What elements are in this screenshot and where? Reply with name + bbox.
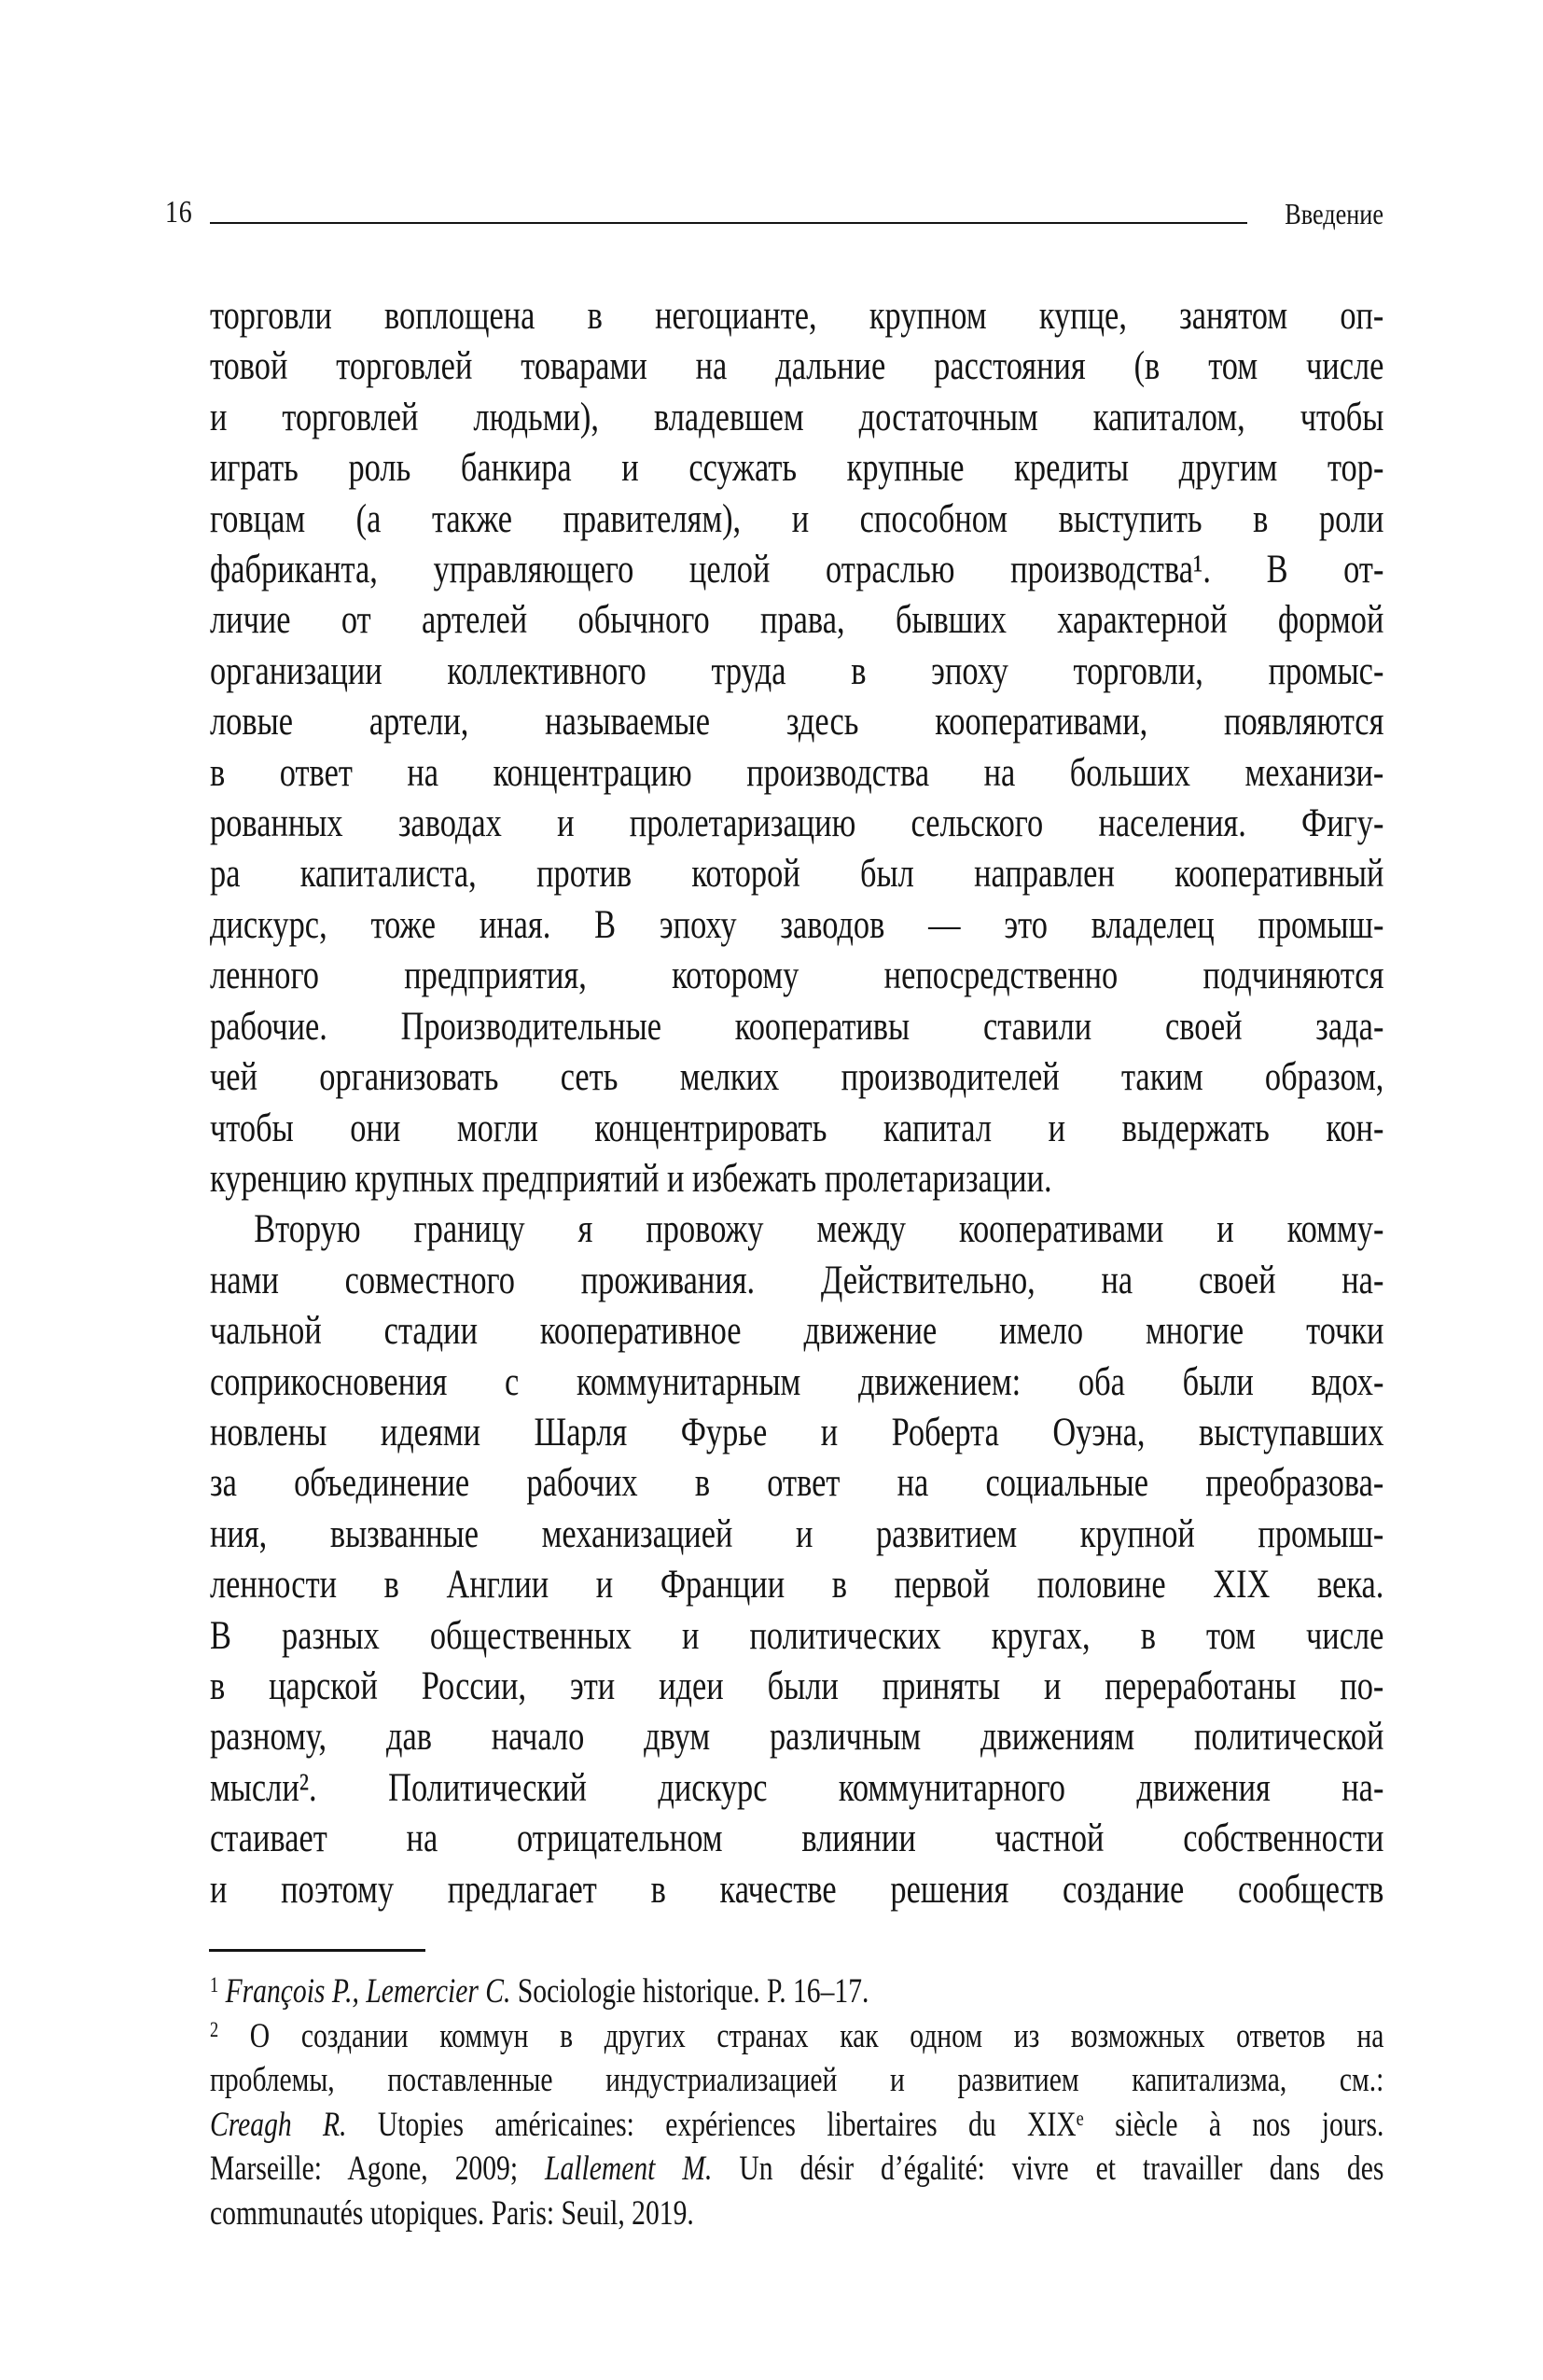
text-line: разному, дав начало двум различным движениям политической xyxy=(210,1715,1384,1760)
footnote xyxy=(210,1969,1383,2014)
text-line: товой торговлей товарами на дальние расстояния (в том числе xyxy=(210,344,1384,389)
text-line: ния, вызванные механизацией и развитием крупной промыш- xyxy=(210,1511,1384,1556)
text-line: организации коллективного труда в эпоху торговли, промыс- xyxy=(210,648,1384,693)
footnote-text: Marseille: Agone, 2009; xyxy=(210,2150,546,2189)
footnote-line xyxy=(210,2103,1383,2148)
body-text xyxy=(210,291,1383,1915)
footnote-separator-rule xyxy=(209,1949,425,1952)
text-line: рованных заводах и пролетаризацию сельского населения. Фигу- xyxy=(210,801,1384,846)
footnote-text xyxy=(218,1972,225,2011)
footnote-text-italic: Lallement M. xyxy=(545,2150,713,2189)
running-title: Введение xyxy=(1285,197,1383,230)
text-line: ленности в Англии и Франции в первой половине XIX века. xyxy=(210,1563,1384,1608)
footnote-line xyxy=(210,2192,1383,2236)
footnote-text: проблемы, поставленные индустриализацией и развитием капитализма, см.: xyxy=(210,2061,1384,2100)
text-line: чальной стадии кооперативное движение имело многие точки xyxy=(210,1309,1384,1354)
footnote-line xyxy=(210,1969,1383,2014)
text-line: торговли воплощена в негоцианте, крупном купце, занятом оп- xyxy=(210,294,1384,338)
footnote-line xyxy=(210,2014,1383,2059)
text-line: соприкосновения с коммунитарным движением: оба были вдох- xyxy=(210,1359,1384,1404)
footnote-text: communautés utopiques. Paris: Seuil, 2019. xyxy=(210,2193,694,2233)
footnote-line xyxy=(210,2147,1383,2192)
text-line: за объединение рабочих в ответ на социальные преобразова- xyxy=(210,1461,1384,1506)
text-line: новлены идеями Шарля Фурье и Роберта Оуэна, выступавших xyxy=(210,1410,1384,1454)
text-line: Вторую границу я провожу между кооперативами и комму- xyxy=(254,1207,1384,1252)
text-line: фабриканта, управляющего целой отраслью производства¹. В от- xyxy=(210,548,1384,592)
footnote xyxy=(210,2014,1383,2236)
text-line: чтобы они могли концентрировать капитал и выдержать кон- xyxy=(210,1106,1384,1150)
text-line: и поэтому предлагает в качестве решения создание сообществ xyxy=(210,1867,1384,1912)
text-line: в царской России, эти идеи были приняты и переработаны по- xyxy=(210,1663,1384,1708)
footnotes xyxy=(210,1969,1383,2236)
text-line: играть роль банкира и ссужать крупные кредиты другим тор- xyxy=(210,446,1384,491)
text-line: личие от артелей обычного права, бывших характерной формой xyxy=(210,598,1384,643)
paragraph xyxy=(210,291,1383,1204)
footnote-marker: e xyxy=(1076,2106,1084,2130)
footnote-text-italic: Creagh R. xyxy=(210,2105,347,2144)
running-header xyxy=(165,189,1383,229)
header-rule xyxy=(210,222,1247,225)
text-line: ра капиталиста, против которой был направлен кооперативный xyxy=(210,852,1384,897)
text-line: рабочие. Производительные кооперативы ставили своей зада- xyxy=(210,1004,1384,1049)
text-line: куренцию крупных предприятий и избежать пролетаризации. xyxy=(210,1156,1052,1201)
text-line: нами совместного проживания. Действительно, на своей на- xyxy=(210,1258,1384,1302)
page-number: 16 xyxy=(165,195,193,230)
text-line: мысли². Политический дискурс коммунитарного движения на- xyxy=(210,1765,1384,1810)
footnote-text-italic: François P., Lemercier C. xyxy=(225,1972,511,2011)
footnote-line xyxy=(210,2058,1383,2103)
text-line: и торговлей людьми), владевшем достаточным капиталом, чтобы xyxy=(210,395,1384,439)
text-line: дискурс, тоже иная. В эпоху заводов — это владелец промыш- xyxy=(210,902,1384,947)
text-line: говцам (а также правителям), и способном выступить в роли xyxy=(210,496,1384,541)
paragraph xyxy=(210,1204,1383,1915)
footnote-text: Un désir d’égalité: vivre et travailler dans des xyxy=(712,2150,1384,2189)
footnote-text: Sociologie historique. P. 16–17. xyxy=(510,1972,869,2011)
text-line: ловые артели, называемые здесь кооперативами, появляются xyxy=(210,700,1384,745)
footnote-text: siècle à nos jours. xyxy=(1083,2105,1384,2144)
footnote-marker: 2 xyxy=(210,2017,219,2041)
text-line: в ответ на концентрацию производства на больших механизи- xyxy=(210,750,1384,795)
footnote-text: Utopies américaines: expériences libertaires du XIX xyxy=(346,2105,1077,2144)
text-line: В разных общественных и политических кругах, в том числе xyxy=(210,1613,1384,1658)
footnote-marker: 1 xyxy=(210,1973,219,1997)
text-line: ленного предприятия, которому непосредственно подчиняются xyxy=(210,953,1384,998)
text-line: стаивает на отрицательном влиянии частной собственности xyxy=(210,1816,1384,1861)
text-line: чей организовать сеть мелких производителей таким образом, xyxy=(210,1055,1384,1100)
footnote-text: О создании коммун в других странах как одном из возможных ответов на xyxy=(218,2016,1384,2055)
